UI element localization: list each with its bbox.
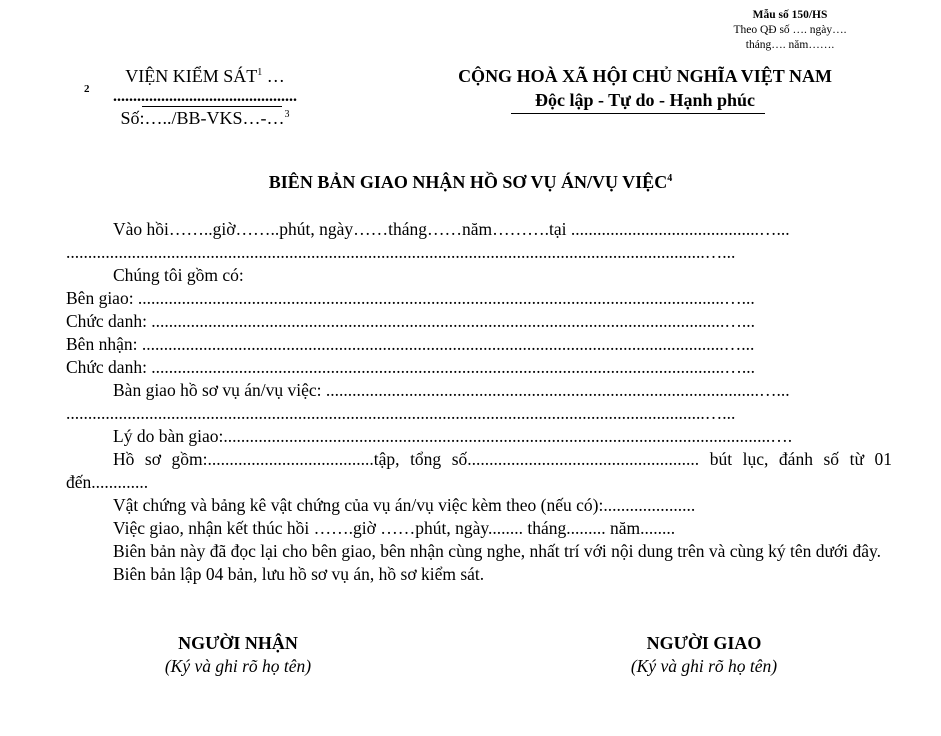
giver-role: NGƯỜI GIAO — [646, 633, 762, 653]
end-time-line: Việc giao, nhận kết thúc hồi …….giờ ……phút, ngày........ tháng......... năm........ — [113, 518, 676, 538]
form-code-decision: Theo QĐ số …. ngày…. — [733, 24, 847, 36]
receiver-position-field: Chức danh: ...................................................................................................................................…... — [66, 357, 756, 377]
motto-underline-divider — [511, 113, 765, 114]
handover-case-field: Bàn giao hồ sơ vụ án/vụ việc: ...................................................................................................…... — [113, 380, 790, 400]
receiver-signature-block — [108, 632, 368, 678]
giver-signature-block — [574, 632, 834, 678]
agency-name — [60, 64, 350, 88]
handover-reason-field: Lý do bàn giao:.............................................................................................................................…. — [113, 426, 793, 446]
copies-line: Biên bản lập 04 bản, lưu hồ sơ vụ án, hồ sơ kiểm sát. — [113, 564, 485, 584]
agency-label: VIỆN KIỂM SÁT — [125, 66, 258, 86]
time-place-line: Vào hồi……..giờ……..phút, ngày……tháng……năm……….tại ...........................................…... — [113, 219, 790, 239]
nation-name: CỘNG HOÀ XÃ HỘI CHỦ NGHĨA VIỆT NAM — [458, 66, 832, 86]
confirmation-paragraph: Biên bản này đã đọc lại cho bên giao, bên nhận cùng nghe, nhất trí với nội dung trên và cùng ký tên dưới đây. — [113, 541, 881, 561]
giver-sign-note: (Ký và ghi rõ họ tên) — [630, 656, 778, 676]
document-title — [0, 172, 941, 193]
form-code-block — [700, 8, 880, 53]
form-code-title: Mẫu số 150/HS — [752, 9, 828, 21]
unit-line — [60, 83, 350, 106]
giver-field: Bên giao: ......................................................................................................................................…... — [66, 288, 755, 308]
handover-case-continuation: ..................................................................................................................................................…... — [66, 403, 736, 423]
agency-suffix: … — [262, 66, 285, 86]
document-title-text: BIÊN BẢN GIAO NHẬN HỒ SƠ VỤ ÁN/VỤ VIỆC — [268, 172, 668, 192]
unit-dots: .............................................. — [113, 88, 297, 105]
place-continuation-line: ..................................................................................................................................................…... — [66, 242, 736, 262]
footnote-2: 2 — [84, 83, 90, 95]
unit-underline-divider — [142, 106, 282, 107]
receiver-sign-note: (Ký và ghi rõ họ tên) — [164, 656, 312, 676]
participants-heading: Chúng tôi gồm có: — [113, 265, 244, 285]
form-code-date: tháng…. năm……. — [745, 39, 835, 51]
footnote-3: 3 — [284, 109, 290, 120]
receiver-field: Bên nhận: .....................................................................................................................................…... — [66, 334, 755, 354]
footnote-4: 4 — [667, 173, 673, 184]
receiver-role: NGƯỜI NHẬN — [178, 633, 298, 653]
evidence-line: Vật chứng và bảng kê vật chứng của vụ án/vụ việc kèm theo (nếu có):..................... — [113, 495, 696, 515]
national-motto: Độc lập - Tự do - Hạnh phúc — [534, 90, 756, 110]
issuing-agency-header — [60, 64, 350, 130]
document-number-text: Số:…../BB-VKS…-… — [120, 108, 285, 128]
footnote-1: 1 — [257, 67, 263, 78]
file-contents-paragraph: Hồ sơ gồm:......................................tập, tổng số..................................................... bút lục, đánh số từ 01 đến............. — [66, 449, 892, 492]
giver-position-field: Chức danh: ...................................................................................................................................…... — [66, 311, 756, 331]
document-body — [66, 218, 892, 586]
document-number — [60, 106, 350, 130]
national-header — [420, 64, 870, 112]
